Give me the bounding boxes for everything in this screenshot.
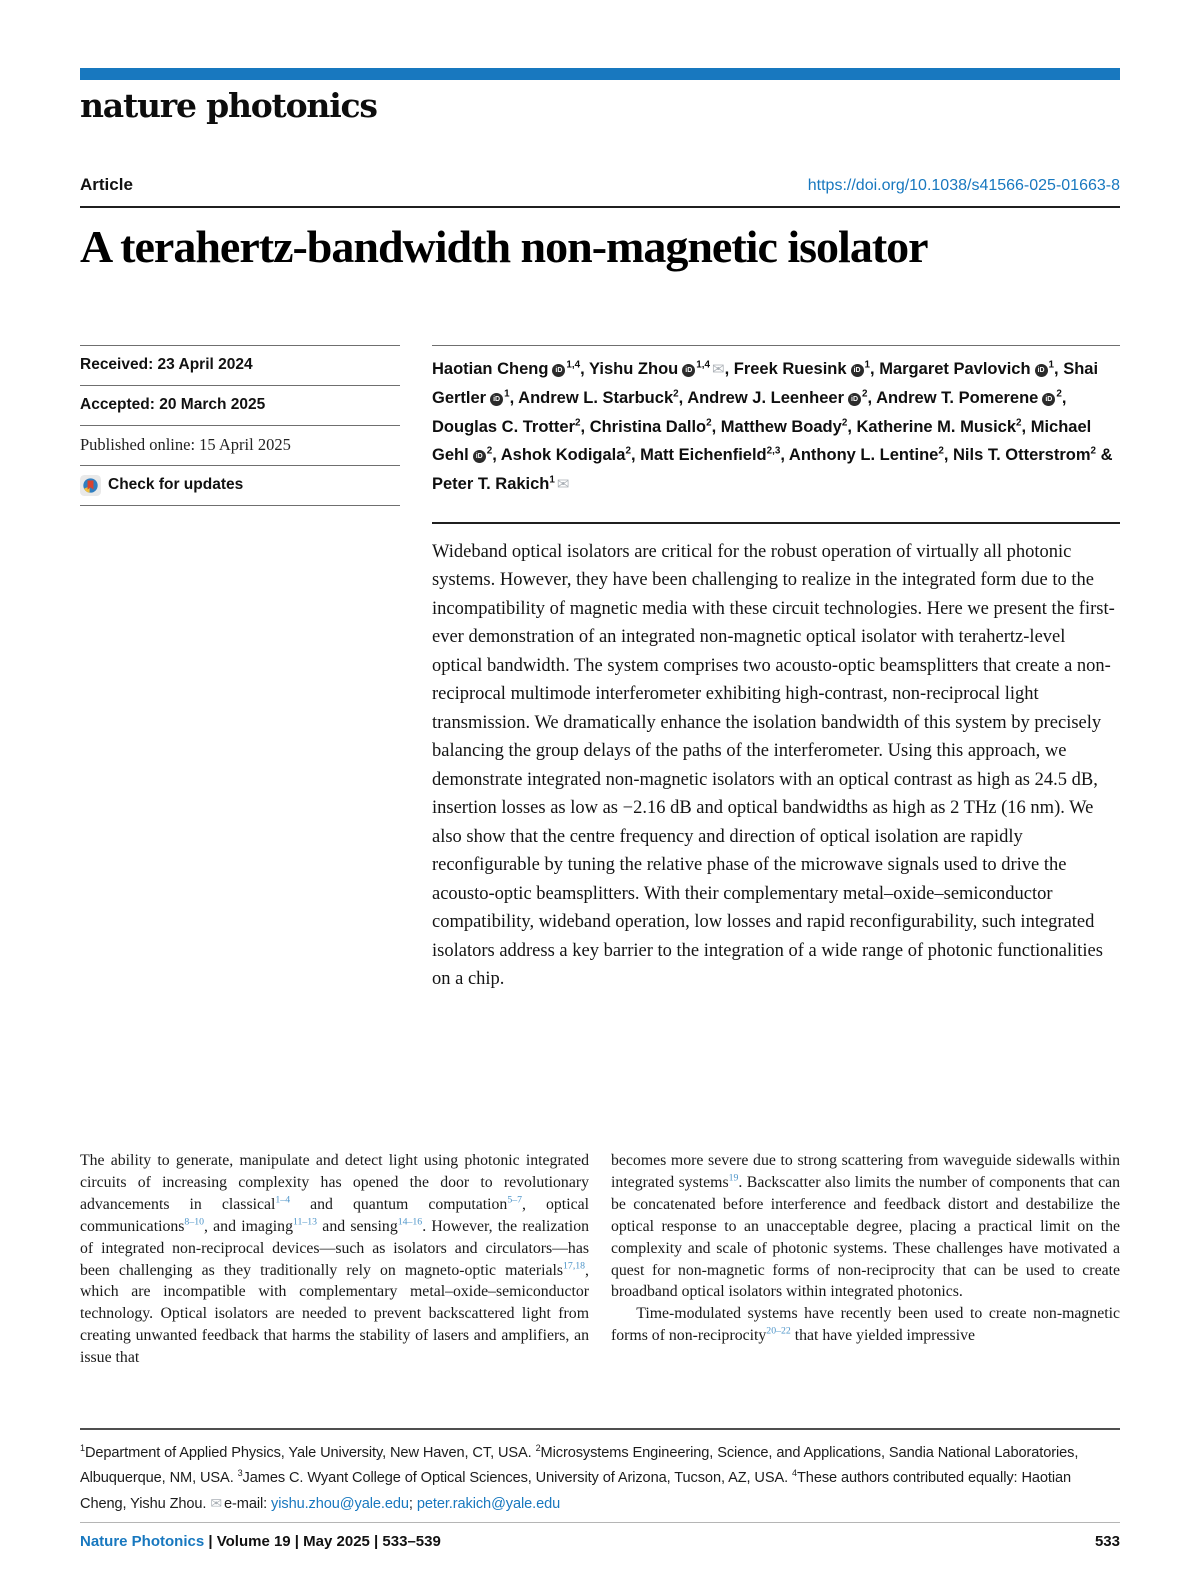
affiliation-superscript: 2 <box>625 445 631 457</box>
author-name: Katherine M. Musick <box>856 417 1017 436</box>
affiliation-superscript: 2 <box>706 417 712 429</box>
affiliations-footnote: $^1$Department of Applied Physics, Yale University, New Haven, CT, USA. $^2$Microsystems Engineering, Science, and Applications, Sandia National Laboratories, Albuquerque, NM, USA. $^3$James C. Wyant College of Optical Sciences, University of Arizona, Tucson, AZ, USA. $^4$These authors contributed equally: Haotian Cheng, Yishu Zhou. ✉ e-mail: yishu.zhou@yale.edu; peter.rakich@yale.edu <box>80 1443 1079 1512</box>
author-name: Anthony L. Lentine <box>788 446 939 465</box>
footer-citation-rest: | Volume 19 | May 2025 | 533–539 <box>204 1533 441 1550</box>
reference-superscript[interactable]: 11–13 <box>292 1216 318 1228</box>
body-columns <box>80 1150 1120 1384</box>
metadata-row <box>80 345 1120 506</box>
published-date-row <box>80 425 400 465</box>
accepted-date: Accepted: 20 March 2025 <box>80 396 266 414</box>
orcid-icon[interactable]: iD <box>552 364 565 377</box>
affiliation-superscript: 1,4 <box>566 359 581 371</box>
page-footer <box>80 1522 1120 1550</box>
abstract-section <box>432 522 1120 994</box>
author-name: Peter T. Rakich <box>432 474 550 493</box>
reference-superscript[interactable]: 20–22 <box>766 1325 791 1337</box>
email-link[interactable]: yishu.zhou@yale.edu <box>271 1496 409 1512</box>
article-type-label: Article <box>80 174 133 194</box>
author-name: Shai Gertler <box>432 359 1099 408</box>
received-date-row <box>80 345 400 385</box>
author-name: Matt Eichenfield <box>640 446 767 465</box>
journal-logo: nature photonics <box>80 86 377 125</box>
check-for-updates-button[interactable] <box>80 465 400 505</box>
reference-superscript: 4 <box>792 1468 797 1479</box>
paper-title: A terahertz-bandwidth non-magnetic isolator <box>80 220 928 272</box>
footer-divider <box>80 1522 1120 1523</box>
envelope-icon: ✉ <box>210 1495 222 1511</box>
reference-superscript: 2 <box>535 1443 541 1454</box>
body-paragraph: The ability to generate, manipulate and detect light using photonic integrated circuits of increasing complexity has opened the door to revolutionary advancements in classical$^{1-4}$ and quantum computation$^{5-7}$, optical communications$^{8-10}$, and imaging$^{11-13}$ and sensing$^{14-16}$. However, the realization of integrated non-reciprocal devices—such as isolators and circulators—has been challenging as they traditionally rely on magneto-optic materials$^{17,18}$, which are incompatible with complementary metal–oxide–semiconductor technology. Optical isolators are needed to prevent backscattered light from creating unwanted feedback that harms the stability of lasers and amplifiers, an issue that <box>80 1152 589 1367</box>
body-paragraph: becomes more severe due to strong scattering from waveguide sidewalls within integrated systems$^{19}$. Backscatter also limits the number of components that can be concatenated before interference and feedback distort and destabilize the optical response to an unacceptable degree, placing a practical limit on the complexity and scale of photonic systems. These challenges have motivated a quest for non-magnetic forms of non-reciprocity that can be used to create broadband optical isolators within integrated photonics. <box>611 1152 1120 1301</box>
author-name: Nils T. Otterstrom <box>953 446 1091 465</box>
check-for-updates-label: Check for updates <box>108 476 244 494</box>
author-name: Yishu Zhou <box>589 359 679 378</box>
author-name: Margaret Pavlovich <box>879 359 1031 378</box>
orcid-icon[interactable]: iD <box>682 364 695 377</box>
affiliation-superscript: 2 <box>1090 445 1097 457</box>
envelope-icon[interactable]: ✉ <box>556 475 570 493</box>
email-link[interactable]: peter.rakich@yale.edu <box>416 1496 561 1512</box>
reference-superscript[interactable]: 1–4 <box>275 1194 291 1206</box>
crossmark-icon <box>80 475 101 496</box>
author-name: Douglas C. Trotter <box>432 417 576 436</box>
footnote-divider <box>80 1428 1120 1430</box>
doi-link[interactable]: https://doi.org/10.1038/s41566-025-01663-8 <box>807 176 1120 194</box>
affiliation-superscript: 2 <box>1056 388 1062 400</box>
author-name: Michael Gehl <box>432 417 1092 465</box>
orcid-icon[interactable]: iD <box>490 393 503 406</box>
author-name: Andrew T. Pomerene <box>876 389 1039 408</box>
accepted-date-row <box>80 385 400 425</box>
reference-superscript[interactable]: 14–16 <box>397 1216 423 1228</box>
reference-superscript: 1 <box>80 1443 85 1454</box>
received-date: Received: 23 April 2024 <box>80 356 253 374</box>
body-column-left <box>80 1150 589 1384</box>
affiliation-superscript: 2 <box>575 417 581 429</box>
footer-journal-name: Nature Photonics <box>80 1533 205 1550</box>
orcid-icon[interactable]: iD <box>1035 364 1048 377</box>
reference-superscript: 3 <box>237 1468 243 1479</box>
brand-color-bar <box>80 68 1120 80</box>
author-name: Andrew J. Leenheer <box>687 389 844 408</box>
reference-superscript[interactable]: 5–7 <box>507 1194 522 1206</box>
orcid-icon[interactable]: iD <box>848 393 861 406</box>
author-name: Matthew Boady <box>720 417 842 436</box>
footnote-section <box>80 1428 1120 1517</box>
body-column-right <box>611 1150 1120 1384</box>
orcid-icon[interactable]: iD <box>851 364 864 377</box>
footer-citation <box>80 1533 441 1550</box>
article-header <box>80 175 1120 195</box>
affiliation-superscript: 1 <box>504 388 510 400</box>
reference-superscript[interactable]: 19 <box>728 1172 739 1184</box>
envelope-icon[interactable]: ✉ <box>711 360 725 378</box>
author-name: Ashok Kodigala <box>500 446 626 465</box>
affiliation-superscript: 2 <box>938 445 944 457</box>
affiliation-superscript: 2 <box>841 417 848 429</box>
header-divider <box>80 206 1120 208</box>
author-name: Haotian Cheng <box>432 359 549 378</box>
orcid-icon[interactable]: iD <box>1042 393 1055 406</box>
reference-superscript[interactable]: 8–10 <box>184 1216 204 1228</box>
author-list: Haotian Cheng iD $^{1,4}$, Yishu Zhou iD $^{1,4}$ ✉, Freek Ruesink iD $^1$, Margaret Pavlovich iD $^1$, Shai Gertler iD $^1$, Andrew L. Starbuck$^2$, Andrew J. Leenheer iD $^2$, Andrew T. Pomerene iD $^2$, Douglas C. Trotter$^2$, Christina Dallo$^2$, Matthew Boady$^2$, Katherine M. Musick$^2$, Michael Gehl iD $^2$, Ashok Kodigala$^2$, Matt Eichenfield$^{2,3}$, Anthony L. Lentine$^2$, Nils T. Otterstrom$^2$ & Peter T. Rakich$^1$ ✉ <box>432 345 1120 506</box>
author-name: Freek Ruesink <box>733 359 847 378</box>
body-paragraph: Time-modulated systems have recently been used to create non-magnetic forms of non-reciprocity$^{20-22}$ that have yielded impressive <box>611 1305 1120 1345</box>
page-number: 533 <box>1094 1533 1120 1550</box>
affiliation-superscript: 2 <box>862 388 868 400</box>
affiliation-superscript: 2 <box>1016 417 1022 429</box>
author-name: Andrew L. Starbuck <box>518 389 674 408</box>
affiliation-superscript: 1 <box>864 359 871 371</box>
reference-superscript[interactable]: 17,18 <box>563 1260 586 1272</box>
affiliation-superscript: 2 <box>673 388 679 400</box>
orcid-icon[interactable]: iD <box>473 450 486 463</box>
affiliation-superscript: 1,4 <box>696 359 710 371</box>
dates-sidebar <box>80 345 400 506</box>
affiliation-superscript: 1 <box>1048 359 1055 371</box>
affiliation-superscript: 2,3 <box>766 445 781 457</box>
published-date: Published online: 15 April 2025 <box>80 435 291 455</box>
abstract-text: Wideband optical isolators are critical for the robust operation of virtually all photonic systems. However, they have been challenging to realize in the integrated form due to the incompatibility of magnetic media with these circuit technologies. Here we present the first-ever demonstration of an integrated non-magnetic optical isolator with terahertz-level optical bandwidth. The system comprises two acousto-optic beamsplitters that create a non-reciprocal multimode interferometer exhibiting high-contrast, non-reciprocal light transmission. We dramatically enhance the isolation bandwidth of this system by precisely balancing the group delays of the paths of the interferometer. Using this approach, we demonstrate integrated non-magnetic isolators with an optical contrast as high as 24.5 dB, insertion losses as low as −2.16 dB and optical bandwidths as high as 2 THz (16 nm). We also show that the centre frequency and direction of optical isolation are rapidly reconfigurable by tuning the relative phase of the microwave signals used to drive the acousto-optic beamsplitters. With their complementary metal–oxide–semiconductor compatibility, wideband operation, low losses and rapid reconfigurability, such integrated isolators address a key barrier to the integration of a wide range of photonic functionalities on a chip. <box>432 541 1115 990</box>
author-name: Christina Dallo <box>589 417 707 436</box>
affiliation-superscript: 2 <box>486 445 493 457</box>
affiliation-superscript: 1 <box>549 474 555 486</box>
